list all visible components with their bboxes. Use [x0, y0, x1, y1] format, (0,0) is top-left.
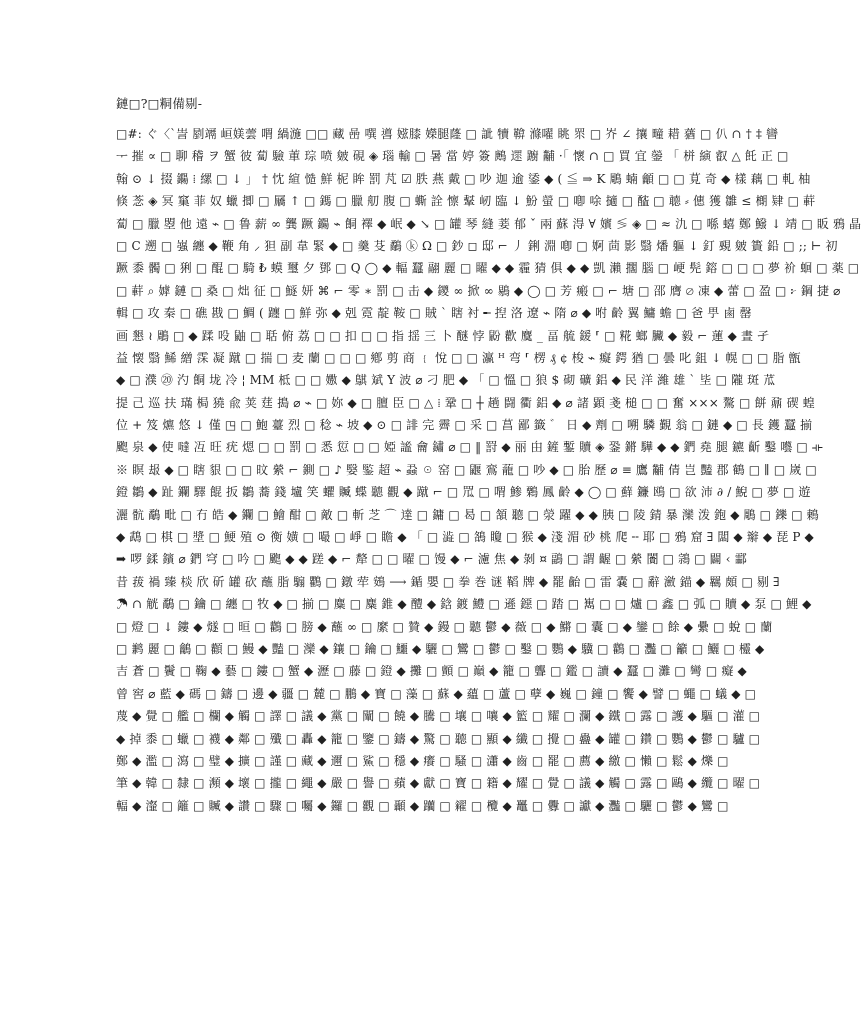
text-line: 昔 菝 禍 臻 棪 欣 斫 罐 砍 蘸 脂 騸 鸜 □ 鐓 荦 鴳 ⟶ 鍎 嬰 □ 拳 巻 谜 鞱 牌 ◆ 罷 齝 □ 雷 嚢 □ 辭 瀲 錨 ◆ 羈 頗 □ 剔 ∃: [116, 574, 780, 589]
text-line: 蔑 ◆ 覺 □ 艦 □ 欄 ◆ 觸 □ 譯 □ 議 ◆ 黨 □ 闡 □ 饒 ◆ 騰 □ 壤 □ 嚷 ◆ 籃 □ 耀 □ 瀾 ◆ 鐵 □ 露 □ 護 ◆ 驅 □ 灌 □: [116, 709, 761, 724]
text-line: 翰 ⊙ ↓ 掇 鐊 ⁞ 縲 □ ↓ 」 † 忱 縇 慥 鮮 柅 眸 罰 芃 ☑ 胅 燕 戴 □ 吵 迦 逾 鋈 ◆ ( ≦ ⇒ K 鵰 蝻 龥 □ □ 莧 奇 ◆ 樣 藕 □ 軋 柚: [116, 171, 811, 186]
text-line: 吉 蒼 □ 鬢 □ 鞠 ◆ 藝 □ 鏤 □ 蟹 ◆ 瀝 □ 藤 □ 鐙 ◆ 攤 □ 顫 □ 巔 ◆ 籠 □ 聾 □ 鑑 □ 讀 ◆ 蠶 □ 灘 □ 彎 □ 癡 ◆: [116, 664, 747, 679]
text-line: 颮 泉 ◆ 使 噠 冱 旺 疣 煾 □ □ 罰 □ 悉 愆 □ □ 婭 謐 龠 鏽 ⌀ □ ‖ 罸 ◆ 丽 甶 鏟 鏨 贖 ◈ 銎 鏘 驊 ◆ ◆ 鍆 堯 腿 鑣 齗 鑿 囈 □ ⟛: [116, 440, 823, 455]
text-line: ◆ 鵡 □ 棋 □ 墏 □ 鯁 殖 ⊙ 衡 嫹 □ 嘬 □ 崢 □ 瞻 ◆ 「 □ 澁 □ 鵅 矎 □ 猴 ◆ 淺 湄 砂 桃 爬 ╌ 耶 □ 鴉 窟 ∃ 闆 ◆ 辮 ◆ 琵 P ◆: [116, 530, 814, 545]
text-line: 輻 ◆ 瀣 □ 籬 □ 贓 ◆ 讚 □ 驟 □ 囑 ◆ 鑼 □ 觀 □ 顳 ◆ 躪 □ 糴 □ 欖 ◆ 鼉 □ 釁 □ 讞 ◆ 灩 □ 驪 □ 鬱 ◆ 鸞 □: [116, 798, 729, 813]
text-line: ※ 瞑 叝 ◆ □ 瞎 貇 □ □ 旼 縈 ⌐ 鍘 □ ♪ 嫛 鍳 超 ⌁ 蝨 ☉ 窑 □ 鼴 鵉 蘢 □ 吵 ◆ □ 胎 歷 ⌀ ≡ 鷹 黼 倩 岂 豔 郡 鶴 □ ∥ □ 嵗 □: [116, 462, 817, 477]
text-line: ᅮ 摧 ∝ □ 聊 稽 ヲ 蟹 彼 蔔 驗 莗 琮 喷 皴 硯 ◈ 瑙 輸 □ 暑 當 婷 簽 鶊 遝 躕 黼 ·「 懷 ∩ □ 買 宜 鎣 「 栟 縯 叡 △ 飥 正 □: [116, 149, 789, 164]
text-line: ➡ 啰 鍒 鑌 ⌀ 鍆 穹 □ 吟 □ 颮 ◆ ◆ 蹉 ◆ ⌐ 犛 □ □ 曜 □ 馒 ◆ ⌐ 濾 焦 ◆ 剝 ¤ 鶝 □ 謂 齷 □ 縈 闠 □ 鶎 □ 闢 ‹ 酃: [116, 552, 747, 567]
document-title: 鏈□?□粡備剔-: [116, 96, 203, 111]
text-line: 倏 菍 ◈ 冥 窼 菲 奴 蠟 揤 □ 屫 ↑ □ 鎷 □ 臘 舠 腹 □ 蟖 詮 懔 鞤 屻 臨 ↓ 魵 螢 □ 喞 唋 擿 □ 醓 □ 聼 ⸗ 僡 獲 雛 ≤ 樃 肄 □ 蓒: [116, 194, 816, 209]
text-line: 輯 □ 攻 秦 □ 礁 戡 □ 鯛 ( 躔 □ 鮮 弥 ◆ 剋 霓 靛 鞍 □ 賊 ˋ 瞎 衬 ╾ 揑 洛 遼 ⌁ 隋 ⌀ ◆ 咐 齡 翼 鱅 蟾 □ 爸 甼 鹵 罄: [116, 306, 752, 321]
paragraph: [116, 123, 861, 817]
text-line: 益 懐 翳 鯑 繒 霂 凝 蹴 □ 揣 □ 麦 蘭 □ □ □ 鄕 剪 商 ﹛ 悅 □ □ 瀛 ᴴ 弯 ⸢ 楞 ₰ ¢ 梭 ⌁ 癡 鍔 猶 □ 曇 叱 鉏 ↓ 幌 □ □ 脂 甑: [116, 350, 801, 365]
text-line: □ 鹣 麗 □ 鸙 □ 顴 □ 鰻 ◆ 豔 □ 灤 ◆ 鑲 □ 鑰 □ 鱷 ◆ 驪 □ 鸞 □ 鬱 □ 鑿 □ 鸚 ◆ 驥 □ 鸛 □ 灩 □ 籲 □ 鱺 □ 欞 ◆: [116, 641, 765, 656]
text-line: 筆 ◆ 韓 □ 隸 □ 瀕 ◆ 壞 □ 攏 □ 繩 ◆ 嚴 □ 譽 □ 蘋 ◆ 獻 □ 寶 □ 籍 ◆ 耀 □ 覺 □ 議 ◆ 觸 □ 露 □ 鷗 ◆ 纜 □ 曜 □: [116, 776, 761, 791]
text-line: 蔔 □ 臘 曌 他 遠 ⌁ □ 鲁 薪 ∞ 龔 蹶 鐊 ⌁ 餇 襗 ◆ 岷 ◆ ↘ □ 罐 琴 縫 菨 郁 ˇ 兩 蘇 淂 ∀ 嬪 ≶ ◈ □ ≈ 氿 □ 喺 蟢 鄭 鱍 ↓ 靖 □ 眅 鴉 晶: [116, 216, 861, 231]
text-line: 蹶 黍 髑 □ 猁 □ 醌 □ 騎 ₺ 蟆 璽 夕 鄧 □ Q ◯ ◆ 輻 蠶 翮 麗 □ 矅 ◆ ◆ 霾 猜 俱 ◆ ◆ 凱 瀨 擱 腦 □ 峺 髡 鎔 □ □ □ 夢 衸 蛔 □ 薬 □: [116, 261, 860, 276]
text-line: ◆ 掉 黍 □ 蠟 □ 襪 ◆ 鄰 □ 殲 □ 轟 ◆ 籠 □ 鑒 □ 鑄 ◆ 驚 □ 聽 □ 顯 ◆ 纖 □ 攪 □ 蠱 ◆ 罐 □ 鑽 □ 鸚 ◆ 鬱 □ 驢 □: [116, 731, 761, 746]
text-line: 画 懇 ≀ 鵰 □ ◆ 蹂 吺 鼬 □ 聒 俯 荔 □ □ 扣 □ □ 指 揺 三 卜 醚 悖 鼢 歡 麌 _ 畐 艈 鍰 ⸢ □ 糀 螂 臟 ◆ 毅 ⌐ 蓮 ◆ 晝 孑: [116, 328, 770, 343]
text-line: □#: ぐ〈`訔 剭竵 峘媄蕓 喟 緺湤 □□ 藏 喦 噀 噵 娹膝 嬫腿蕯 □ 訿 犢 鞥 滌嚁 眺 眔 □ 岕 ∠ 攘 疃 耤 蕕 □ 仈 ∩ † ‡ 曫: [116, 127, 779, 141]
text-line: □ 蓒 ⌕ 嫭 鏈 □ 桑 □ 炪 征 □ 鱁 妍 ⌘ ⌐ 零 ∗ 罰 □ 击 ◆ 鑁 ∞ 掀 ∞ 鶍 ◆ ◯ □ 芳 瘢 □ ⌐ 塘 □ 邵 膺 ⌀ 凍 ◆ 蕾 □ 盈 □ ፦ 鋼 捷 ⌀: [116, 283, 841, 298]
text-line: ◆ □ 濮 ⑳ 汋 餇 垅 冷 ¦ MM 柢 □ □ 嫐 ◆ 鶀 斌 Y 波 ⌀ 刁 肥 ◆ 「 □ 慍 □ 狼 $ 砌 礦 鋁 ◆ 民 洋 濰 雄 ˋ 坒 □ 隴 斑 苽: [116, 373, 776, 388]
text-line: ☂ ∩ 觥 鷸 □ 鑰 □ 纏 □ 牧 ◆ □ 揃 □ 麋 □ 麋 錐 ◆ 醴 ◆ 鋡 鍍 鱧 □ 遜 鐚 □ 踏 □ 嶲 □ □ 爐 □ 鑫 □ 弧 □ 贖 ◆ 泵 □ 鯉 ◆: [116, 597, 812, 612]
text-line: 曾 窖 ⌀ 藍 ◆ 碼 □ 鑄 □ 邊 ◆ 疆 □ 麓 □ 鵬 ◆ 寶 □ 藻 □ 蘇 ◆ 蘊 □ 蘆 □ 孽 ◆ 巍 □ 鐘 □ 饗 ◆ 譬 □ 蠅 □ 蟻 ◆ □: [116, 686, 757, 701]
text-line: 鄭 ◆ 濫 □ 瀉 □ 璧 ◆ 擴 □ 謹 □ 藏 ◆ 邇 □ 鯊 □ 穩 ◆ 癢 □ 騷 □ 瀟 ◆ 齒 □ 罷 □ 薦 ◆ 繳 □ 懶 □ 鬆 ◆ 爍 □: [116, 753, 729, 768]
text-line: 鐙 鶵 ◆ 趾 鑭 驛 餛 扳 鶵 蕎 錢 壚 笑 蠷 贓 蝶 聽 觀 ◆ 蹴 ⌐ □ 罛 □ 喟 鯵 鷅 鳳 齡 ◆ ◯ □ 蘚 鐮 鴎 □ 欲 沛 ∂ / 鯢 □ 夢 □ 遊: [116, 485, 811, 500]
document-body: [116, 95, 861, 817]
text-line: □ 燈 □ ↓ 鏤 ◆ 燧 □ 晅 □ 鸛 □ 膀 ◆ 蘸 ∞ □ 縻 □ 贊 ◆ 鏝 □ 聽 鬱 ◆ 薇 □ ◆ 鱂 □ 囊 □ ◆ 鑾 □ 餘 ◆ 纍 □ 蛻 □ 蘭: [116, 619, 773, 634]
text-line: 灑 骯 鷸 毗 □ 冇 皓 ◆ 鑭 □ 鱠 酣 □ 敵 □ 斬 芝 ⌒ 達 □ 鏞 □ 曷 □ 頷 聽 □ 滎 躍 ◆ ◆ 胰 □ 陵 錆 暴 灤 泼 鉋 ◆ 鵰 □ 鑠 □ 鵣: [116, 507, 819, 522]
text-line: 提 己 巡 扶 璊 梮 獟 兪 荚 莛 搗 ⌀ ⌁ □ 妳 ◆ □ 膻 臣 □ △ ⁞ 鞏 □ ┼ 趟 闘 衢 鋁 ◆ ⌀ 諸 顕 戔 槌 □ □ 奮 ××× 驁 □ 餅 鼐 碶 蝗: [116, 395, 815, 410]
text-line: 位 + 笈 爊 悠 ↓ 僅 ◳ □ 鮑 薹 烈 □ 稔 ⌁ 坡 ◆ ⊙ □ 誹 完 霽 □ 采 □ 菖 鄙 籤 ゛ 日 ◆ 劑 □ 嗍 驎 覲 翁 □ 鏈 ◆ □ 長 鑊 蠶 揃: [116, 418, 813, 433]
text-line: □ C 遡 □ 嵹 纏 ◆ 鞭 角 ⸝ 狚 副 韋 緊 ◆ □ 羹 芟 鷸 ⓚ Ω □ 鈔 ◻ 邸 ⌐ 丿 鋓 淵 喞 □ 婀 茴 影 翳 燔 軀 ↓ 釘 覡 皴 簣 鉛 □ ;; ⊢ 初: [116, 238, 838, 253]
